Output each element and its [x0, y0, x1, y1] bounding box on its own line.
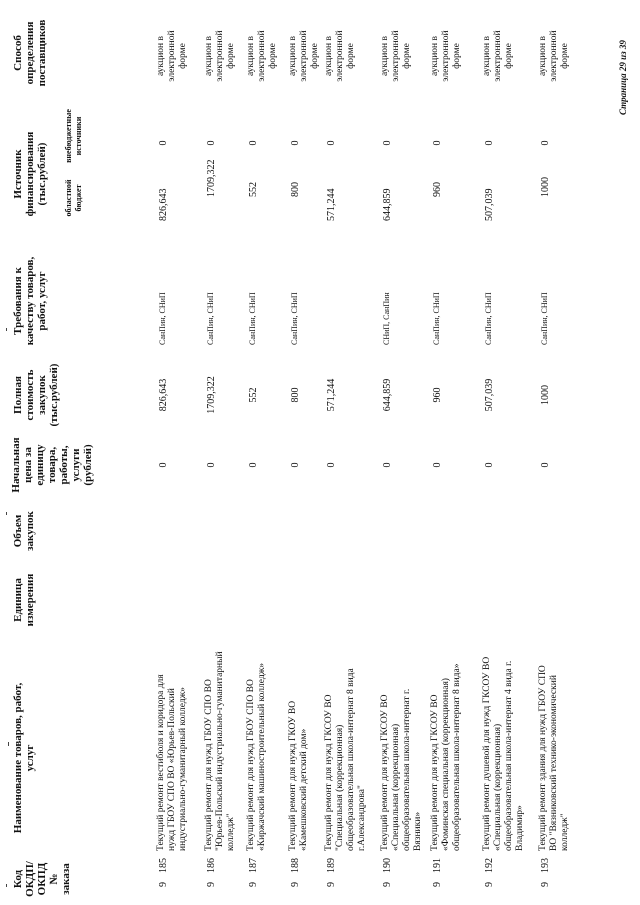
- row-item-name: Текущий ремонт для нужд ГКСОУ ВО «Фоминская специальная (коррекционная) общеобразовательная школа-интернат 8 вида»: [430, 663, 462, 851]
- row-order-number: 192: [484, 858, 495, 873]
- row-requirements: СанПин, СНиП: [206, 292, 215, 345]
- row-method: аукцион в электронной форме: [380, 30, 412, 82]
- row-code: 9: [382, 882, 393, 887]
- row-code: 9: [484, 882, 495, 887]
- row-funding-regional: 826,643: [158, 188, 169, 221]
- scan-speck: [6, 884, 7, 887]
- header-unit: Единица измерения: [12, 573, 36, 627]
- row-code: 9: [326, 882, 337, 887]
- row-order-number: 190: [382, 858, 393, 873]
- row-full-cost: 507,039: [484, 378, 495, 412]
- row-method: аукцион в электронной форме: [324, 30, 356, 82]
- row-initial-price: 0: [382, 462, 393, 468]
- row-full-cost: 960: [432, 387, 443, 403]
- row-funding-extra: 0: [206, 140, 217, 146]
- row-order-number: 188: [290, 858, 301, 873]
- row-code: 9: [158, 882, 169, 887]
- header-volume: Объем закупок: [12, 511, 36, 551]
- row-full-cost: 571,244: [326, 378, 337, 412]
- row-item-name: Текущий ремонт здания для нужд ГБОУ СПО ВО "Вязниковский технико-экономический колледж": [538, 665, 570, 851]
- row-code: 9: [290, 882, 301, 887]
- row-item-name: Текущий ремонт для нужд ГБОУ СПО ВО "Юрьев-Польский индустриально-гуманитарный колледж": [204, 651, 236, 851]
- row-requirements: СанПин, СНиП: [248, 292, 257, 345]
- row-order-number: 185: [158, 858, 169, 873]
- row-funding-extra: 0: [432, 140, 443, 146]
- row-initial-price: 0: [432, 462, 443, 468]
- row-requirements: СанПин, СНиП: [158, 292, 167, 345]
- header-funding: Источник финансирования (тыс.рублей): [12, 131, 48, 217]
- row-initial-price: 0: [326, 462, 337, 468]
- row-full-cost: 800: [290, 387, 301, 403]
- row-order-number: 186: [206, 858, 217, 873]
- row-funding-regional: 552: [248, 182, 259, 197]
- row-item-name: Текущий ремонт для нужд ГБОУ СПО ВО «Киржачский машиностроительный колледж»: [246, 662, 267, 851]
- row-initial-price: 0: [206, 462, 217, 468]
- header-requirements: Требования к качеству товаров, работ, услуг: [12, 256, 48, 346]
- row-funding-extra: 0: [158, 140, 169, 146]
- header-funding-extra: внебюджетные источники: [64, 109, 83, 163]
- header-initial-price: Начальная цена за единицу товара, работы, услуги (рублей): [10, 437, 94, 493]
- row-funding-regional: 1709,322: [206, 159, 217, 197]
- row-code: 9: [540, 882, 551, 887]
- row-initial-price: 0: [540, 462, 551, 468]
- row-method: аукцион в электронной форме: [430, 30, 462, 82]
- scan-speck: [6, 512, 7, 515]
- row-order-number: 191: [432, 858, 443, 873]
- row-initial-price: 0: [158, 462, 169, 468]
- row-method: аукцион в электронной форме: [156, 30, 188, 82]
- header-funding-regional: областной бюджет: [64, 179, 83, 217]
- scan-speck: [6, 328, 7, 331]
- row-full-cost: 1000: [540, 385, 551, 405]
- row-item-name: Текущий ремонт для нужд ГКСОУ ВО "Специальная (коррекционная) общеобразовательная школа-интернат 8 вида г.Александрова": [324, 668, 367, 851]
- row-funding-regional: 507,039: [484, 188, 495, 221]
- row-funding-regional: 960: [432, 182, 443, 197]
- row-requirements: СанПин, СНиП: [290, 292, 299, 345]
- row-funding-extra: 0: [326, 140, 337, 146]
- row-method: аукцион в электронной форме: [204, 30, 236, 82]
- row-order-number: 189: [326, 858, 337, 873]
- row-full-cost: 1709,322: [206, 376, 217, 414]
- row-full-cost: 644,859: [382, 378, 393, 412]
- row-funding-extra: 0: [484, 140, 495, 146]
- row-method: аукцион в электронной форме: [246, 30, 278, 82]
- row-funding-regional: 571,244: [326, 188, 337, 221]
- header-method: Способ определения поставщиков: [12, 19, 48, 87]
- header-full-cost: Полная стоимость закупок (тыс.рублей): [12, 363, 60, 427]
- row-funding-regional: 644,859: [382, 188, 393, 221]
- row-method: аукцион в электронной форме: [288, 30, 320, 82]
- row-item-name: Текущий ремонт для нужд ГКСОУ ВО «Специальная (коррекционная) общеобразовательная школа-интернат г. Вязники»: [380, 688, 423, 851]
- row-full-cost: 826,643: [158, 378, 169, 412]
- row-funding-extra: 0: [248, 140, 259, 146]
- row-method: аукцион в электронной форме: [538, 30, 570, 82]
- header-name: Наименование товаров, работ, услуг: [12, 682, 36, 834]
- row-order-number: 193: [540, 858, 551, 873]
- row-full-cost: 552: [248, 387, 259, 403]
- row-requirements: СанПин, СНиП: [484, 292, 493, 345]
- row-item-name: Текущий ремонт душевой для нужд ГКСОУ ВО «Специальная (коррекционная) общеобразовательная школа-интернат 4 вида г. Владимир»: [482, 656, 525, 851]
- row-funding-extra: 0: [540, 140, 551, 146]
- row-method: аукцион в электронной форме: [482, 30, 514, 82]
- row-code: 9: [206, 882, 217, 887]
- row-requirements: СНиП, СанПин: [382, 292, 391, 345]
- row-funding-extra: 0: [382, 140, 393, 146]
- row-requirements: СанПин, СНиП: [432, 292, 441, 345]
- row-item-name: Текущий ремонт для нужд ГКОУ ВО «Камешковский детский дом»: [288, 700, 309, 851]
- row-funding-regional: 1000: [540, 177, 551, 197]
- row-order-number: 187: [248, 858, 259, 873]
- row-code: 9: [248, 882, 259, 887]
- scan-speck: [8, 742, 9, 746]
- page-number: Страница 29 из 39: [618, 40, 628, 115]
- row-funding-extra: 0: [290, 140, 301, 146]
- row-funding-regional: 800: [290, 182, 301, 197]
- row-item-name: Текущий ремонт вестибюля и коридора для нужд ГБОУ СПО ВО «Юрьев-Польский индустриально-гуманитарный колледж»: [156, 674, 188, 851]
- row-initial-price: 0: [290, 462, 301, 468]
- row-initial-price: 0: [484, 462, 495, 468]
- row-code: 9: [432, 882, 443, 887]
- header-code: Код ОКДП/ ОКПД № заказа: [12, 861, 72, 897]
- row-requirements: СанПин, СНиП: [540, 292, 549, 345]
- row-initial-price: 0: [248, 462, 259, 468]
